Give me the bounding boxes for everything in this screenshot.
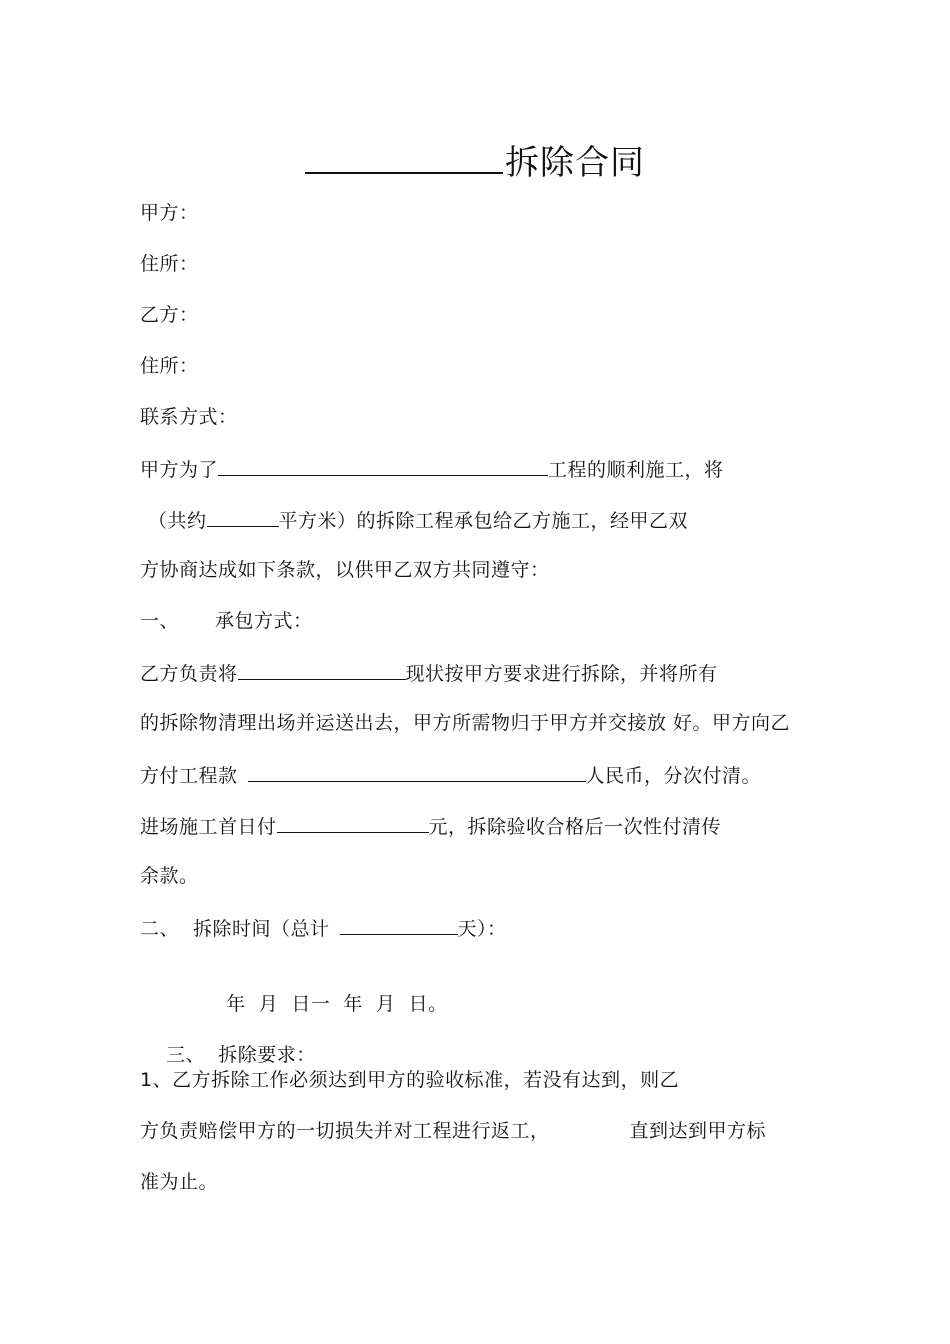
body-text: 乙方负责将 xyxy=(140,663,238,685)
body-text: 方付工程款 xyxy=(140,765,238,787)
body-text: 元，拆除验收合格后一次性付清传 xyxy=(428,816,722,838)
section-1-line-4 xyxy=(140,812,721,840)
address-label-2: 住所： xyxy=(140,355,199,377)
body-text: 余款。 xyxy=(140,865,199,887)
section-number: 一、 xyxy=(140,610,180,632)
intro-line-3 xyxy=(140,557,550,583)
section-1-line-3 xyxy=(140,761,761,789)
party-a-label: 甲方： xyxy=(140,202,199,224)
contract-title xyxy=(0,132,950,187)
party-a-line xyxy=(140,200,199,226)
intro-text: （共约 xyxy=(148,510,207,532)
section-2-heading xyxy=(140,914,507,942)
section-3-line-3 xyxy=(140,1169,218,1195)
title-text: 拆除合同 xyxy=(505,143,645,183)
section-heading: 三、 拆除要求： xyxy=(166,1044,316,1066)
area-blank xyxy=(207,506,279,527)
contact-line xyxy=(140,404,238,430)
section-1-line-2 xyxy=(140,710,790,736)
date-range-text: 年 月 日一 年 月 日。 xyxy=(226,993,448,1015)
intro-text: 甲方为了 xyxy=(140,459,219,481)
section-1-line-1 xyxy=(140,659,718,687)
project-name-blank xyxy=(218,455,548,476)
intro-line-1 xyxy=(140,455,724,483)
party-b-line xyxy=(140,302,199,328)
first-payment-blank xyxy=(277,812,429,833)
party-b-label: 乙方： xyxy=(140,304,199,326)
section-heading: 拆除时间（总计 xyxy=(193,918,330,940)
payment-amount-blank xyxy=(248,761,586,782)
body-text: 1、乙方拆除工作必须达到甲方的验收标准，若没有达到，则乙 xyxy=(140,1069,680,1091)
body-text: 人民币，分次付清。 xyxy=(585,765,762,787)
intro-text: 平方米）的拆除工程承包给乙方施工，经甲乙双 xyxy=(278,510,689,532)
title-blank xyxy=(305,132,503,174)
address-label-1: 住所： xyxy=(140,253,199,275)
body-text: 进场施工首日付 xyxy=(140,816,277,838)
intro-text: 方协商达成如下条款，以供甲乙双方共同遵守： xyxy=(140,559,550,581)
intro-text: 工程的顺利施工，将 xyxy=(548,459,724,481)
address-line-2 xyxy=(140,353,199,379)
section-heading: 天）： xyxy=(457,918,507,940)
contact-label: 联系方式： xyxy=(140,406,238,428)
demolition-target-blank xyxy=(238,659,406,680)
body-text: 准为止。 xyxy=(140,1171,219,1193)
body-text: 现状按甲方要求进行拆除，并将所有 xyxy=(405,663,718,685)
section-3-line-2 xyxy=(140,1118,766,1144)
body-text: 的拆除物清理出场并运送出去，甲方所需物归于甲方并交接放 好。甲方向乙 xyxy=(140,712,791,734)
section-1-line-5 xyxy=(140,863,199,889)
section-number: 二、 xyxy=(140,918,180,940)
section-heading: 承包方式： xyxy=(215,610,313,632)
body-text: 直到达到甲方标 xyxy=(629,1120,767,1142)
body-text: 方负责赔偿甲方的一切损失并对工程进行返工， xyxy=(140,1120,550,1142)
total-days-blank xyxy=(340,914,458,935)
section-1-heading xyxy=(140,608,313,634)
section-3-line-1 xyxy=(140,1067,679,1093)
address-line-1 xyxy=(140,251,199,277)
intro-line-2 xyxy=(148,506,688,534)
